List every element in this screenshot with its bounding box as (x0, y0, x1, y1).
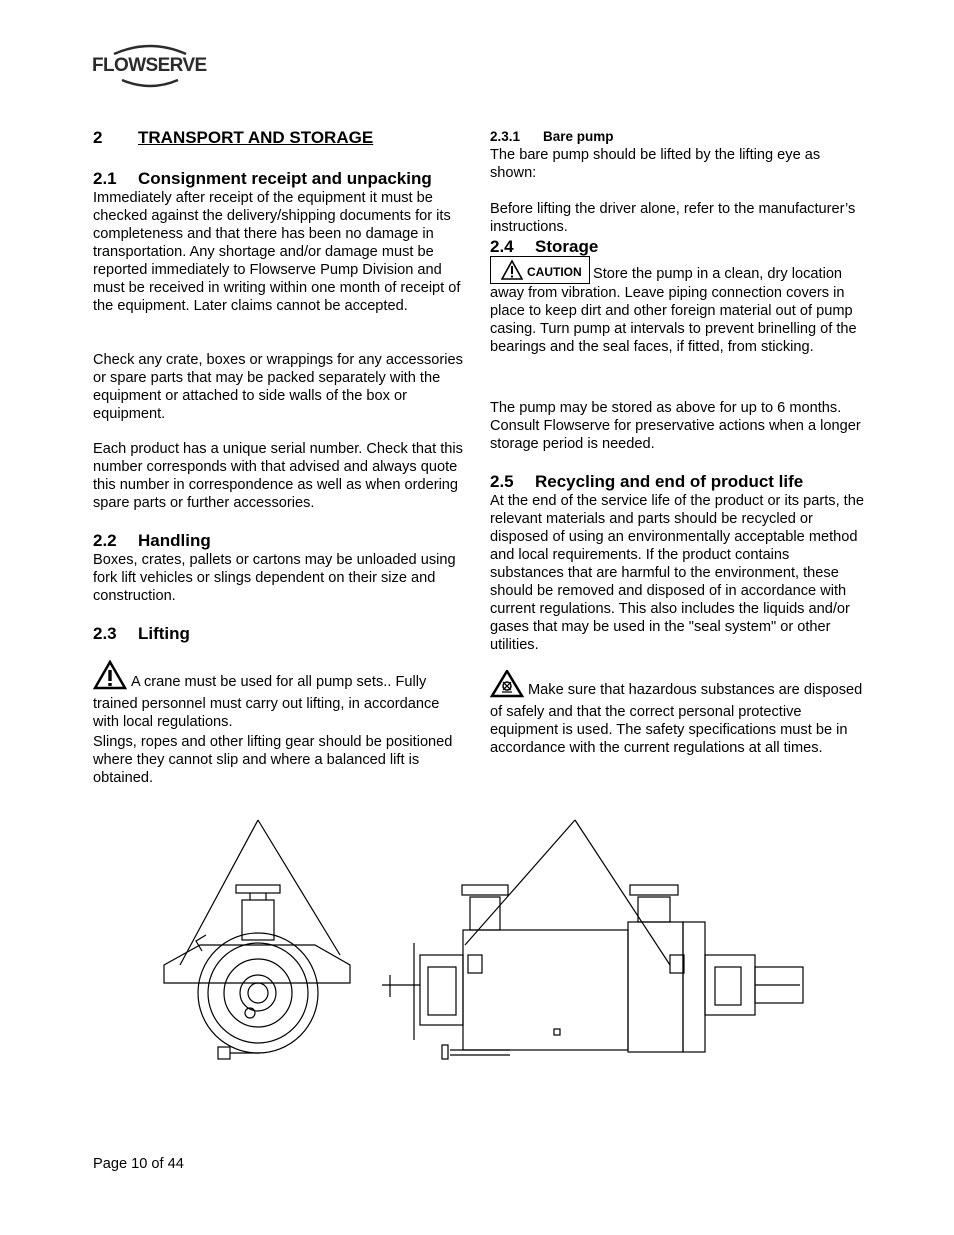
caution-badge (490, 256, 590, 284)
section-title: TRANSPORT AND STORAGE (138, 128, 374, 147)
caution-label: CAUTION (527, 265, 582, 279)
heading-title: Storage (535, 237, 599, 256)
paragraph-2-5-b (490, 670, 865, 757)
heading-2-3-1 (490, 129, 614, 144)
section-heading-2 (93, 128, 373, 148)
paragraph-2-2: Boxes, crates, pallets or cartons may be unloaded using fork lift vehicles or slings dependent on their size and construction. (93, 552, 456, 604)
heading-number: 2.3.1 (490, 129, 521, 144)
flowserve-logo (92, 42, 208, 88)
paragraph-2-4-b: The pump may be stored as above for up to 6 months. Consult Flowserve for preservative actions when a longer storage period is needed. (490, 400, 861, 452)
heading-2-3 (93, 624, 190, 644)
heading-2-5 (490, 472, 803, 492)
logo-text: FLOWSERVE (92, 55, 207, 76)
heading-2-4 (490, 237, 598, 257)
heading-2-2 (93, 531, 211, 551)
paragraph-2-5-a: At the end of the service life of the product or its parts, the relevant materials and parts should be recycled or disposed of using an environmentally acceptable method and local requirements. If the product contains substances that are harmful to the environment, these should be removed and disposed of in accordance with current regulations. This also includes the liquids and/or gases that may be used in the "seal system" or other utilities. (490, 493, 864, 653)
heading-number: 2.3 (93, 624, 117, 643)
caution-warning-icon (501, 260, 523, 280)
paragraph-2-1-c: Each product has a unique serial number. Check that this number corresponds with that advised and always quote this number in correspondence as well as when ordering spare parts or further accessories. (93, 441, 463, 511)
pump-end-view (164, 820, 350, 1059)
paragraph-2-3-a (93, 660, 468, 731)
paragraph-text: Make sure that hazardous substances are disposed of safely and that the correct personal protective equipment is used. The safety specifications must be in accordance with the current regulations at all times. (490, 682, 863, 756)
paragraph-text: A crane must be used for all pump sets.. Fully trained personnel must carry out lifting, in accordance with local regulations. (93, 674, 440, 730)
paragraph-2-3-1-a: The bare pump should be lifted by the lifting eye as shown: (490, 147, 821, 181)
heading-title: Lifting (138, 624, 190, 643)
heading-number: 2.1 (93, 169, 117, 188)
heading-title: Recycling and end of product life (535, 472, 804, 491)
paragraph-2-4-a (490, 256, 865, 356)
heading-number: 2.5 (490, 472, 514, 491)
section-number: 2 (93, 128, 103, 147)
heading-title: Consignment receipt and unpacking (138, 169, 432, 188)
pump-side-view (382, 820, 803, 1059)
paragraph-2-1-a: Immediately after receipt of the equipment it must be checked against the delivery/shipping documents for its completeness and that there has been no damage in transportation. Any shortage and/or damage must be reported immediately to Flowserve Pump Division and must be received in writing within one month of receipt of the equipment. Later claims cannot be accepted. (93, 190, 461, 314)
heading-title: Bare pump (543, 129, 614, 144)
hazardous-substance-icon (490, 670, 524, 703)
paragraph-2-3-1-b: Before lifting the driver alone, refer to the manufacturer’s instructions. (490, 201, 856, 235)
pump-lifting-drawing (150, 815, 810, 1070)
warning-icon (93, 660, 127, 695)
heading-title: Handling (138, 531, 211, 550)
page-number: Page 10 of 44 (93, 1156, 184, 1172)
heading-number: 2.4 (490, 237, 514, 256)
paragraph-text: Store the pump in a clean, dry location away from vibration. Leave piping connection covers in place to keep dirt and other foreign material out of pump casing. Turn pump at intervals to prevent brinelling of the bearings and the seal faces, if fitted, from sticking. (490, 266, 857, 355)
heading-2-1 (93, 169, 432, 189)
paragraph-2-1-b: Check any crate, boxes or wrappings for any accessories or spare parts that may be packed separately with the equipment or attached to side walls of the box or equipment. (93, 352, 463, 422)
heading-number: 2.2 (93, 531, 117, 550)
paragraph-2-3-b: Slings, ropes and other lifting gear should be positioned where they cannot slip and where a balanced lift is obtained. (93, 734, 453, 786)
